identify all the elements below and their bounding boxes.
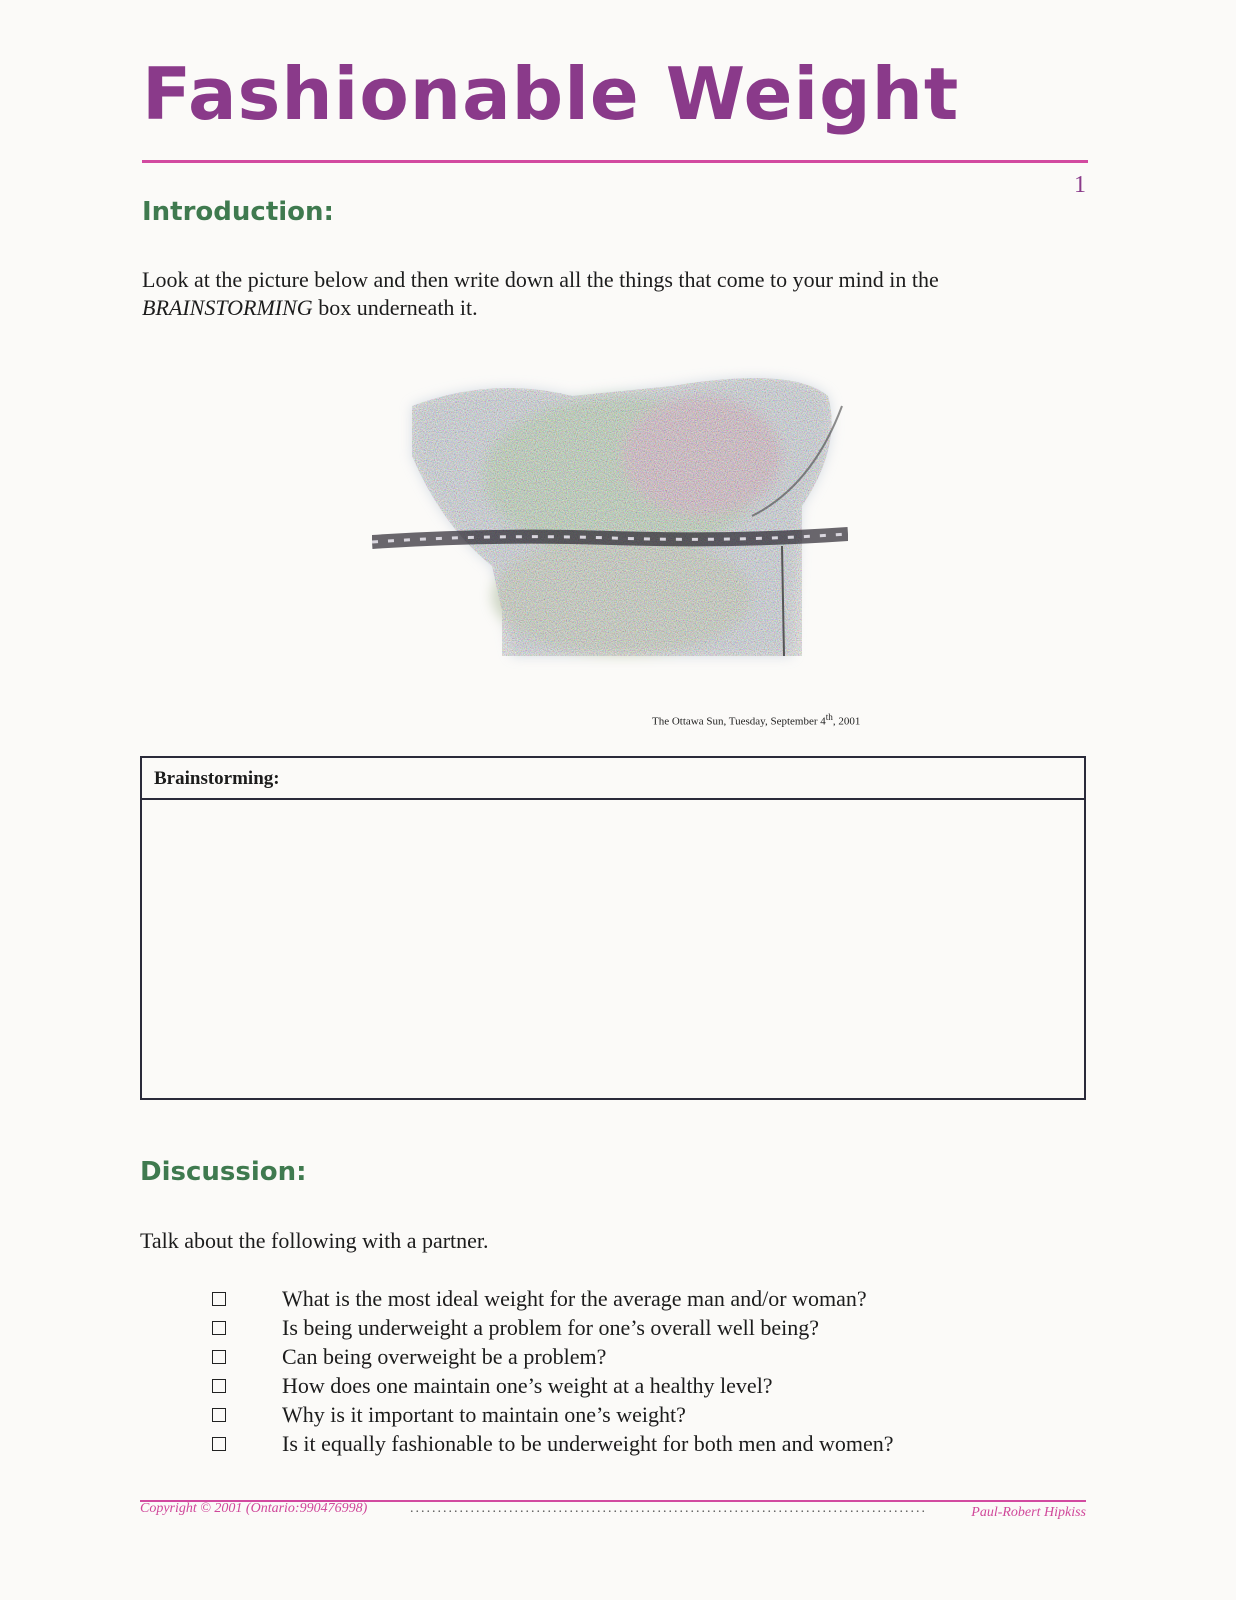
introduction-text — [142, 266, 1042, 322]
author-name: Paul-Robert Hipkiss — [971, 1505, 1086, 1520]
checkbox[interactable] — [212, 1292, 226, 1306]
intro-text-end: box underneath it. — [318, 295, 478, 320]
page-title: Fashionable Weight — [142, 52, 960, 136]
list-item — [212, 1313, 1072, 1342]
checkbox[interactable] — [212, 1350, 226, 1364]
checkbox[interactable] — [212, 1408, 226, 1422]
introduction-heading: Introduction: — [142, 197, 334, 227]
caption-ordinal: th — [825, 712, 833, 722]
question-text: What is the most ideal weight for the average man and/or woman? — [282, 1285, 867, 1311]
list-item — [212, 1400, 1072, 1429]
question-text: Can being overweight be a problem? — [282, 1343, 607, 1369]
question-text: How does one maintain one’s weight at a healthy level? — [282, 1372, 773, 1398]
question-text: Why is it important to maintain one’s weight? — [282, 1401, 686, 1427]
intro-text-start: Look at the picture below and then write down all the things that come to your mind in the — [142, 267, 939, 292]
caption-year: , 2001 — [832, 715, 861, 728]
discussion-questions — [212, 1284, 1072, 1458]
intro-text-emphasis: BRAINSTORMING — [142, 295, 313, 320]
discussion-heading: Discussion: — [140, 1157, 307, 1187]
brainstorming-box — [140, 756, 1086, 1100]
list-item — [212, 1342, 1072, 1371]
discussion-intro: Talk about the following with a partner. — [140, 1228, 489, 1253]
brainstorming-label: Brainstorming: — [142, 758, 1084, 800]
photo-caption — [652, 712, 860, 728]
copyright-notice: Copyright © 2001 (Ontario:990476998) — [140, 1501, 368, 1516]
question-text: Is it equally fashionable to be underweight for both men and women? — [282, 1430, 894, 1456]
footer-leader-dots: .............................................................................................. — [410, 1501, 927, 1516]
list-item — [212, 1284, 1072, 1313]
checkbox[interactable] — [212, 1321, 226, 1335]
brainstorming-writing-area[interactable] — [142, 800, 1084, 1098]
caption-text: The Ottawa Sun, Tuesday, September 4 — [652, 715, 826, 728]
title-divider — [142, 160, 1088, 163]
page-number: 1 — [1074, 172, 1086, 198]
newspaper-photo — [372, 366, 848, 676]
list-item — [212, 1429, 1072, 1458]
question-text: Is being underweight a problem for one’s overall well being? — [282, 1314, 820, 1340]
checkbox[interactable] — [212, 1379, 226, 1393]
checkbox[interactable] — [212, 1437, 226, 1451]
list-item — [212, 1371, 1072, 1400]
